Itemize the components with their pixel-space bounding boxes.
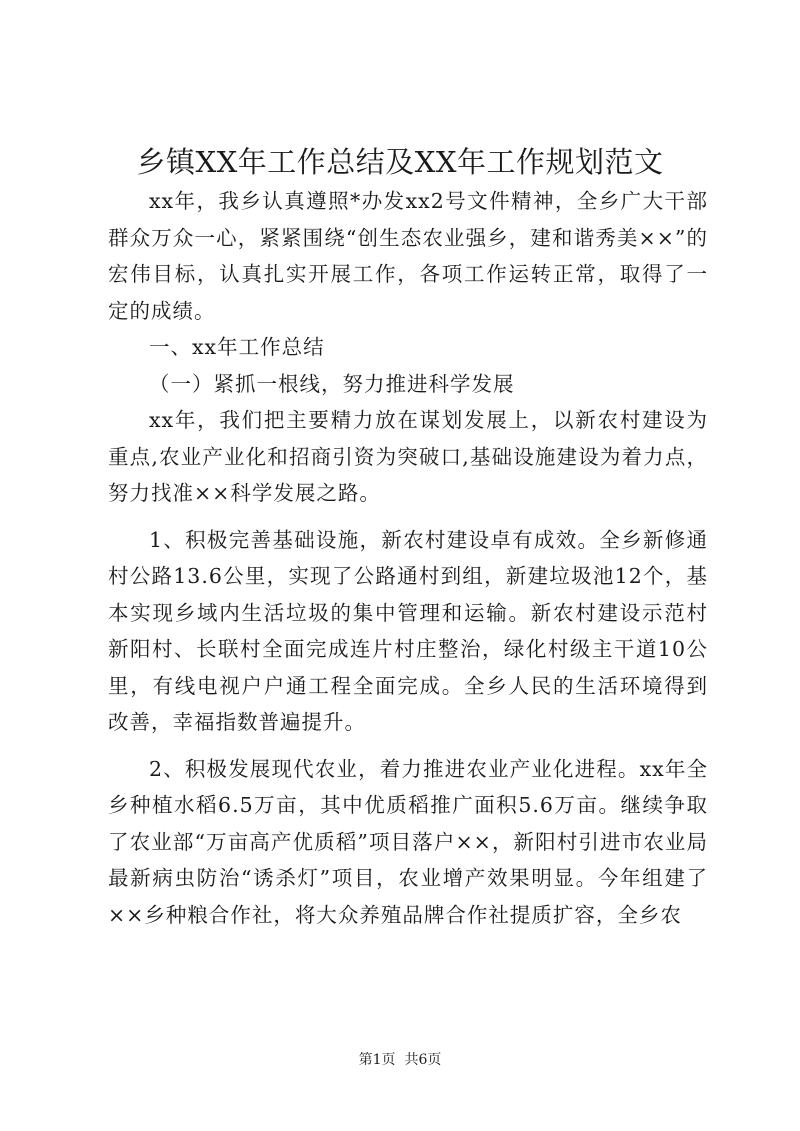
paragraph-intro: xx年，我乡认真遵照*办发xx2号文件精神，全乡广大干部群众万众一心，紧紧围绕“创生态农业强乡，建和谐秀美××”的宏伟目标，认真扎实开展工作，各项工作运转正常，取得了一定的成绩。 <box>108 189 708 323</box>
paragraph-infrastructure: 1、积极完善基础设施，新农村建设卓有成效。全乡新修通村公路13.6公里，实现了公路通村到组，新建垃圾池12个，基本实现乡域内生活垃圾的集中管理和运输。新农村建设示范村新阳村、长联村全面完成连片村庄整治，绿化村级主干道10公里，有线电视户户通工程全面完成。全乡人民的生活环境得到改善，幸福指数普遍提升。 <box>108 527 708 734</box>
document-title: 乡镇XX年工作总结及XX年工作规划范文 <box>136 145 664 179</box>
paragraph-overview: xx年，我们把主要精力放在谋划发展上，以新农村建设为重点,农业产业化和招商引资为突破口,基础设施建设为着力点，努力找准××科学发展之路。 <box>108 408 708 505</box>
section-heading: 一、xx年工作总结 <box>149 335 325 359</box>
paragraph-agriculture: 2、积极发展现代农业，着力推进农业产业化进程。xx年全乡种植水稻6.5万亩，其中优质稻推广面积5.6万亩。继续争取了农业部“万亩高产优质稻”项目落户××，新阳村引进市农业局最新病虫防治“诱杀灯”项目，农业增产效果明显。今年组建了××乡种粮合作社，将大众养殖品牌合作社提质扩容，全乡农 <box>108 756 708 927</box>
page-footer: 第1页 共6页 <box>358 1052 442 1068</box>
subsection-heading: （一）紧抓一根线，努力推进科学发展 <box>149 371 515 396</box>
document-body <box>108 183 708 933</box>
